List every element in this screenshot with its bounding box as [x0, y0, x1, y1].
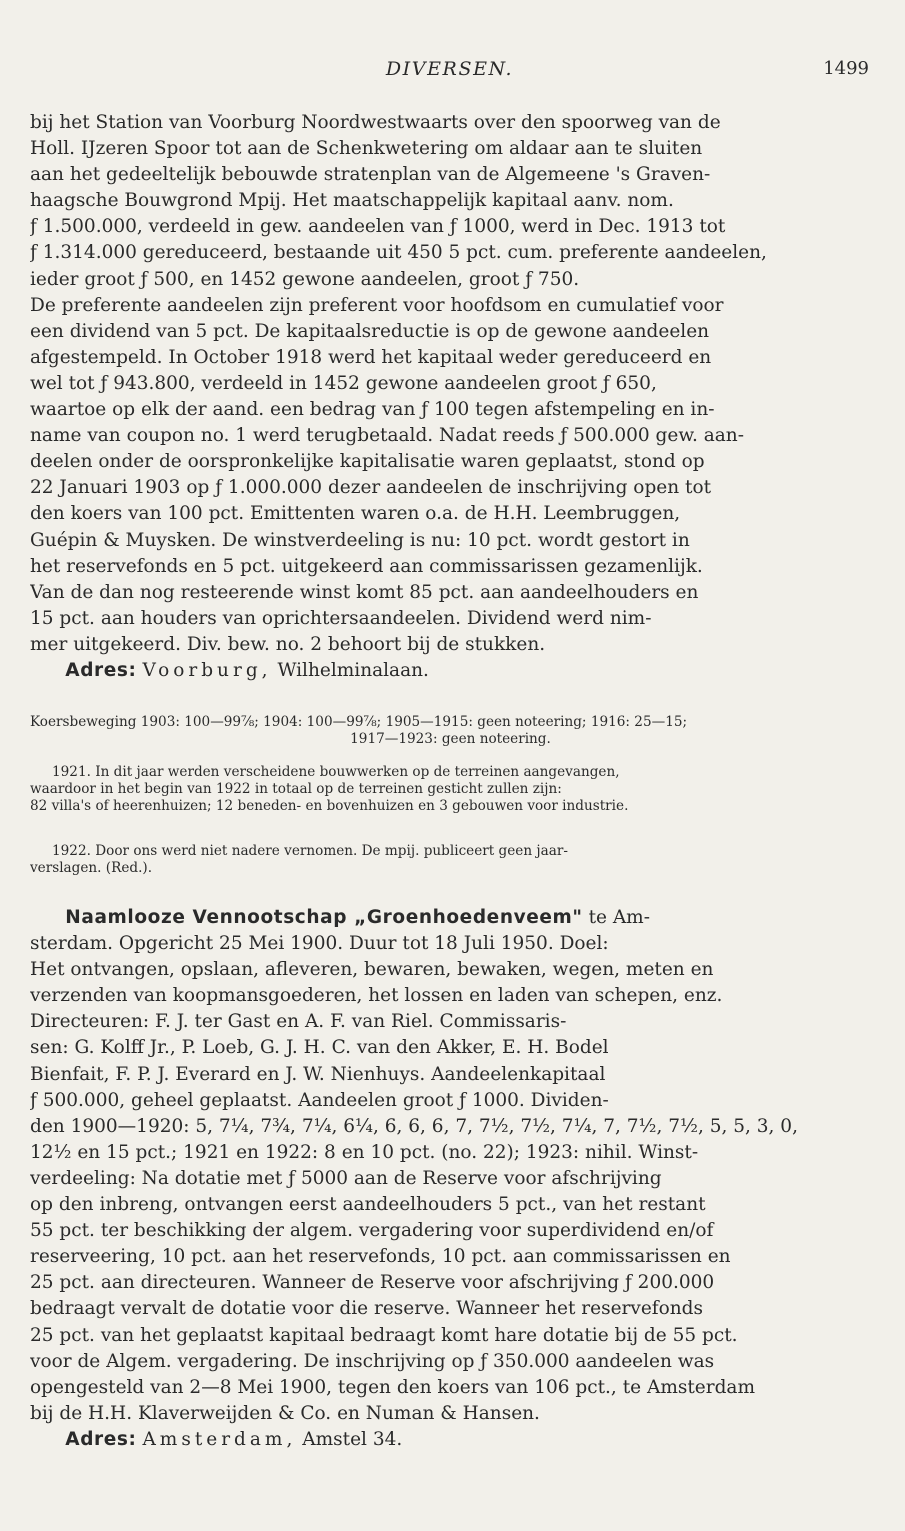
text-line: aan het gedeeltelijk bebouwde stratenplan van de Algemeene 's Graven-	[30, 164, 711, 186]
text-line: 1921. In dit jaar werden verscheidene bouwwerken op de terreinen aangevangen,	[52, 764, 620, 780]
company-name: Naamlooze Vennootschap „Groenhoedenveem"	[65, 907, 583, 928]
text-line: sterdam. Opgericht 25 Mei 1900. Duur tot 18 Juli 1950. Doel:	[30, 933, 609, 955]
text-line: verdeeling: Na dotatie met ƒ 5000 aan de Reserve voor afschrijving	[30, 1167, 662, 1189]
text-line: het reservefonds en 5 pct. uitgekeerd aan commissarissen gezamenlijk.	[30, 555, 703, 577]
address-street: Wilhelminalaan.	[277, 659, 429, 681]
text-line: opengesteld van 2—8 Mei 1900, tegen den koers van 106 pct., te Amsterdam	[30, 1376, 755, 1398]
text-line: Directeuren: F. J. ter Gast en A. F. van Riel. Commissaris-	[30, 1011, 567, 1033]
text-line: ƒ 500.000, geheel geplaatst. Aandeelen groot ƒ 1000. Dividen-	[30, 1089, 609, 1111]
text-line: den 1900—1920: 5, 7¼, 7¾, 7¼, 6¼, 6, 6, 6, 7, 7½, 7½, 7¼, 7, 7½, 7½, 5, 5, 3, 0,	[30, 1115, 798, 1137]
text-line: bedraagt vervalt de dotatie voor die reserve. Wanneer het reservefonds	[30, 1298, 704, 1320]
text-line: waardoor in het begin van 1922 in totaal op de terreinen gesticht zullen zijn:	[30, 781, 562, 797]
address-street: Amstel 34.	[302, 1428, 403, 1450]
text-line: 1922. Door ons werd niet nadere vernomen. De mpij. publiceert geen jaar-	[52, 843, 568, 859]
groenhoedenveem-entry-text	[30, 905, 871, 1453]
address-line	[30, 1427, 871, 1453]
text-line: bij de H.H. Klaverweijden & Co. en Numan & Hansen.	[30, 1402, 540, 1424]
text-line: verslagen. (Red.).	[30, 860, 153, 876]
text-line: sen: G. Kolff Jr., P. Loeb, G. J. H. C. van den Akker, E. H. Bodel	[30, 1037, 609, 1059]
page-header	[30, 58, 869, 86]
text-line: 15 pct. aan houders van oprichtersaandeelen. Dividend werd nim-	[30, 607, 652, 629]
running-title: DIVERSEN.	[385, 58, 514, 80]
text-line: een dividend van 5 pct. De kapitaalsreductie is op de gewone aandeelen	[30, 320, 710, 342]
text-line: op den inbreng, ontvangen eerst aandeelhouders 5 pct., van het restant	[30, 1194, 706, 1216]
text-line: voor de Algem. vergadering. De inschrijving op ƒ 350.000 aandeelen was	[30, 1350, 715, 1372]
text-line: Van de dan nog resteerende winst komt 85 pct. aan aandeelhouders en	[30, 581, 699, 603]
year-1922-note	[30, 843, 871, 877]
text-line: 1917—1923: geen noteering.	[350, 731, 551, 747]
text-line: te Am-	[588, 907, 650, 928]
text-line: haagsche Bouwgrond Mpij. Het maatschappelijk kapitaal aanv. nom.	[30, 190, 674, 212]
text-line: reserveering, 10 pct. aan het reservefonds, 10 pct. aan commissarissen en	[30, 1246, 731, 1268]
address-label: Adres:	[65, 1428, 137, 1450]
address-city: Voorburg,	[142, 659, 272, 681]
text-line: De preferente aandeelen zijn preferent voor hoofdsom en cumulatief voor	[30, 294, 724, 316]
text-line: wel tot ƒ 943.800, verdeeld in 1452 gewone aandeelen groot ƒ 650,	[30, 372, 657, 394]
text-line: ieder groot ƒ 500, en 1452 gewone aandeelen, groot ƒ 750.	[30, 268, 580, 290]
text-line: Guépin & Muysken. De winstverdeeling is nu: 10 pct. wordt gestort in	[30, 529, 690, 551]
text-line: 22 Januari 1903 op ƒ 1.000.000 dezer aandeelen de inschrijving open tot	[30, 477, 712, 499]
voorburg-entry-text	[30, 110, 871, 684]
text-line: Het ontvangen, opslaan, afleveren, bewaren, bewaken, wegen, meten en	[30, 959, 714, 981]
text-line: bij het Station van Voorburg Noordwestwaarts over den spoorweg van de	[30, 112, 721, 133]
stock-movement-note	[30, 714, 871, 748]
address-label: Adres:	[65, 659, 137, 681]
text-line: name van coupon no. 1 werd terugbetaald. Nadat reeds ƒ 500.000 gew. aan-	[30, 425, 744, 447]
text-line: 82 villa's of heerenhuizen; 12 beneden- en bovenhuizen en 3 gebouwen voor industrie.	[30, 798, 629, 814]
text-line: verzenden van koopmansgoederen, het lossen en laden van schepen, enz.	[30, 985, 723, 1007]
text-line: 12½ en 15 pct.; 1921 en 1922: 8 en 10 pct. (no. 22); 1923: nihil. Winst-	[30, 1141, 699, 1163]
address-city: Amsterdam,	[142, 1428, 297, 1450]
text-line: deelen onder de oorspronkelijke kapitalisatie waren geplaatst, stond op	[30, 451, 705, 473]
address-line	[30, 658, 871, 684]
text-line: waartoe op elk der aand. een bedrag van ƒ 100 tegen afstempeling en in-	[30, 399, 715, 421]
text-line: ƒ 1.314.000 gereduceerd, bestaande uit 450 5 pct. cum. preferente aandeelen,	[30, 242, 767, 264]
text-line: Bienfait, F. P. J. Everard en J. W. Nienhuys. Aandeelenkapitaal	[30, 1063, 606, 1085]
text-line: den koers van 100 pct. Emittenten waren o.a. de H.H. Leembruggen,	[30, 503, 681, 525]
company-heading-line	[30, 905, 871, 931]
text-line: mer uitgekeerd. Div. bew. no. 2 behoort bij de stukken.	[30, 633, 546, 655]
page-number: 1499	[823, 58, 869, 79]
year-1921-note	[30, 764, 871, 815]
text-line: 55 pct. ter beschikking der algem. vergadering voor superdividend en/of	[30, 1220, 714, 1242]
text-line: afgestempeld. In October 1918 werd het kapitaal weder gereduceerd en	[30, 346, 712, 368]
text-line: 25 pct. aan directeuren. Wanneer de Reserve voor afschrijving ƒ 200.000	[30, 1272, 715, 1294]
text-line: Koersbeweging 1903: 100—99⅞; 1904: 100—99⅞; 1905—1915: geen noteering; 1916: 25—15;	[30, 714, 688, 730]
text-line: ƒ 1.500.000, verdeeld in gew. aandeelen van ƒ 1000, werd in Dec. 1913 tot	[30, 216, 726, 238]
text-line: Holl. IJzeren Spoor tot aan de Schenkwetering om aldaar aan te sluiten	[30, 138, 703, 160]
text-line: 25 pct. van het geplaatst kapitaal bedraagt komt hare dotatie bij de 55 pct.	[30, 1324, 738, 1346]
